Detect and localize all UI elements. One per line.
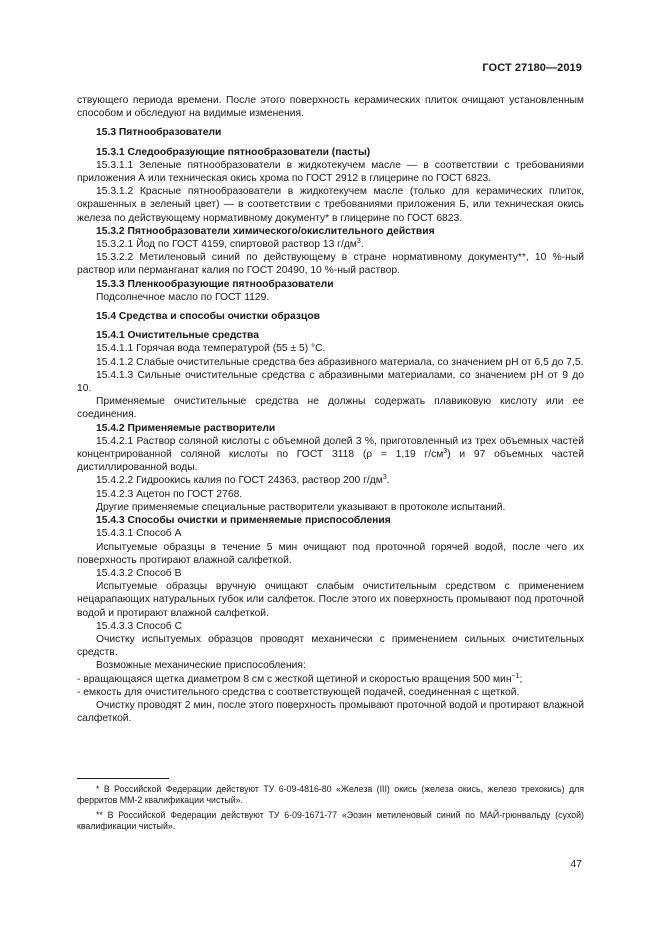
subsection-heading-15-3-3: 15.3.3 Пленкообразующие пятнообразователи (96, 278, 334, 290)
paragraph-15-4-2-2: 15.4.2.2 Гидроокись калия по ГОСТ 24363, раствор 200 $г/дм^3$. (96, 474, 390, 487)
subsection-heading-15-3-1: 15.3.1 Следообразующие пятнообразователи (пасты) (96, 146, 371, 158)
paragraph-15-3-1-1: 15.3.1.1 Зеленые пятнообразователи в жидкотекучем масле — в соответствии с требованиями приложения А или техническая окись хрома по ГОСТ 2912 в глицерине по ГОСТ 6823. (77, 159, 584, 185)
section-heading-15-4: 15.4 Средства и способы очистки образцов (96, 311, 320, 323)
paragraph-15-4-3-2: 15.4.3.2 Способ В (96, 567, 182, 579)
paragraph-15-4-2-1: 15.4.2.1 Раствор соляной кислоты с объемной долей 3 %, приготовленный из трех объемных частей концентрированной соляной кислоты по ГОСТ 3118 (ρ = 1,19 $г/см^3$) и 97 объемных частей дистиллированной воды. (77, 435, 584, 474)
paragraph-15-4-1-3: 15.4.1.3 Сильные очистительные средства с абразивными материалами, со значением рН от 9 до 10. (77, 369, 584, 395)
list-item-brush: - вращающаяся щетка диаметром 8 см с жесткой щетиной и скоростью вращения 500 мин$^{-1}$; (77, 672, 523, 685)
footnote-marker: ** (517, 252, 526, 264)
paragraph-15-3-2-2: 15.3.2.2 Метиленовый синий по действующему в стране нормативному документу**, 10 %-ный раствор или перманганат калия по ГОСТ 20490, 10 %-ный раствор. (77, 252, 584, 277)
section-heading-15-3: 15.3 Пятнообразователи (96, 127, 222, 139)
paragraph-method-a: Испытуемые образцы в течение 5 мин очищают под проточной горячей водой, после чего их поверхность протирают влажной салфеткой. (77, 541, 584, 566)
paragraph-15-4-2-note: Другие применяемые специальные растворители указывают в протоколе испытаний. (96, 501, 506, 513)
footnote-2: ** В Российской Федерации действуют ТУ 6-09-1671-77 «Эозин метиленовый синий по МАЙ-грюнвальду (сухой) квалификации чистый». (77, 809, 584, 832)
paragraph-continuation: ствующего периода времени. После этого поверхность керамических плиток очищают установленным способом и обследуют на видимые изменения. (77, 95, 584, 120)
paragraph-15-4-3-1: 15.4.3.1 Способ А (96, 528, 182, 540)
paragraph-15-4-3-3: 15.4.3.3 Способ С (96, 620, 183, 632)
document-code-header: ГОСТ 27180—2019 (482, 62, 582, 74)
footnote-1: * В Российской Федерации действуют ТУ 6-09-4816-80 «Железа (III) окись (железа окись, железо трехокись) для ферритов ММ-2 квалификации чистый». (77, 784, 584, 806)
main-text (77, 94, 584, 725)
subsection-heading-15-4-2: 15.4.2 Применяемые растворители (96, 422, 276, 434)
page-number: 47 (570, 858, 582, 870)
subsection-heading-15-4-1: 15.4.1 Очистительные средства (96, 330, 259, 342)
footnote-divider (77, 778, 169, 779)
paragraph-method-c: Очистку испытуемых образцов проводят механически с применением сильных очистительных средств. (77, 633, 584, 659)
paragraph-15-4-1-note: Применяемые очистительные средства не должны содержать плавиковую кислоту или ее соединения. (77, 396, 584, 421)
subsection-heading-15-4-3: 15.4.3 Способы очистки и применяемые приспособления (96, 515, 391, 527)
paragraph-15-4-1-2: 15.4.1.2 Слабые очистительные средства без абразивного материала, со значением рН от 6,5 до 7,5. (96, 356, 584, 368)
paragraph-15-4-2-3: 15.4.2.3 Ацетон по ГОСТ 2768. (96, 488, 243, 500)
paragraph-15-3-3: Подсолнечное масло по ГОСТ 1129. (96, 291, 270, 303)
paragraph-devices: Возможные механические приспособления: (96, 660, 306, 672)
list-item-container: - емкость для очистительного средства с соответствующей подачей, соединенная с щеткой. (77, 686, 520, 698)
footnote-marker: * (325, 212, 330, 224)
paragraph-15-3-2-1: 15.3.2.1 Йод по ГОСТ 4159, спиртовой раствор 13 $г/дм^3$. (96, 238, 364, 251)
paragraph-15-3-1-2: 15.3.1.2 Красные пятнообразователи в жидкотекучем масле (только для керамических плиток, окрашенных в зеленый цвет) — в соответствии с требованиями приложения Б, или техническая окись железа по действующему нормативному документу* в глицерине по ГОСТ 6823. (77, 186, 584, 224)
subsection-heading-15-3-2: 15.3.2 Пятнообразователи химического/окислительного действия (96, 225, 435, 237)
paragraph-15-4-1-1: 15.4.1.1 Горячая вода температурой (55 ± 5) °С. (96, 343, 326, 355)
paragraph-final: Очистку проводят 2 мин, после этого поверхность промывают проточной водой и протирают влажной салфеткой. (77, 699, 584, 725)
footnotes (77, 784, 584, 836)
paragraph-method-b: Испытуемые образцы вручную очищают слабым очистительным средством с применением нецарапающих натуральных губок или салфеток. После этого их поверхность промывают под проточной водой и протирают влажной салфеткой. (77, 581, 584, 619)
